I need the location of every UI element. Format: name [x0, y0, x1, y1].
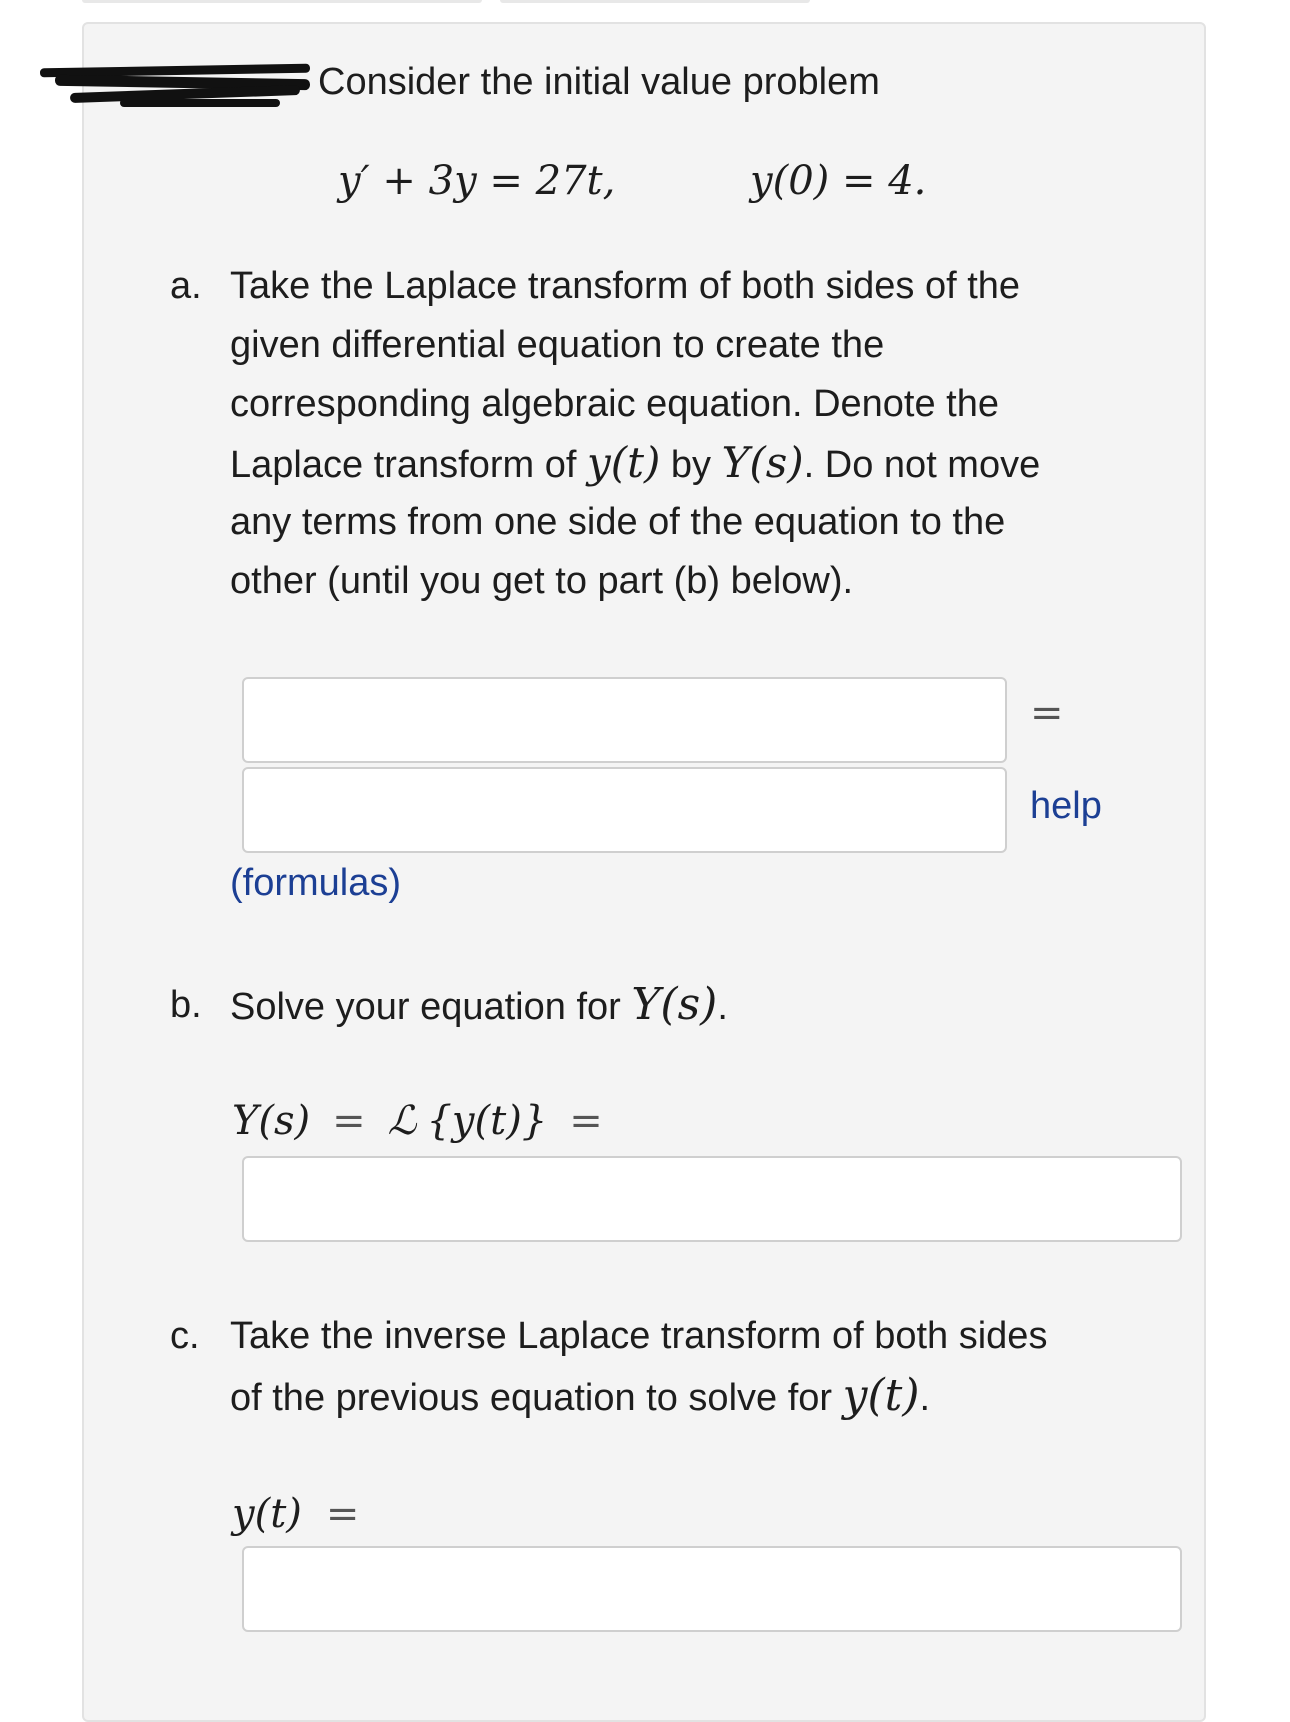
part-c-expression — [232, 1490, 359, 1537]
part-a-label: a. — [170, 265, 202, 307]
part-b-expr-Ys: Y(s) — [232, 1098, 311, 1144]
problem-intro: Consider the initial value problem — [318, 61, 880, 103]
part-c-line2-post: . — [919, 1377, 931, 1419]
part-a-line4-mid: by — [660, 444, 722, 486]
part-c-expr-eq: = — [325, 1491, 360, 1537]
part-a-line3: corresponding algebraic equation. Denote the — [230, 383, 999, 425]
part-a-line6: other (until you get to part (b) below). — [230, 560, 854, 602]
part-b-text — [230, 975, 728, 1037]
part-c-line2-pre: of the previous equation to solve for — [230, 1377, 843, 1419]
yt-input[interactable] — [242, 1546, 1182, 1632]
part-a-line4 — [230, 433, 1040, 495]
part-a-equals-sign: = — [1030, 690, 1064, 736]
part-a-line1: Take the Laplace transform of both sides of the — [230, 265, 1021, 307]
part-b-text-pre: Solve your equation for — [230, 986, 632, 1028]
laplace-rhs-input[interactable] — [242, 767, 1007, 853]
part-b-expr-braced: {y(t)} — [426, 1098, 548, 1144]
part-c-label: c. — [170, 1315, 200, 1357]
part-b-expr-eq1: = — [332, 1098, 366, 1144]
top-tab-left — [82, 0, 482, 3]
part-b-expr-L: ℒ — [387, 1098, 417, 1144]
part-a-line4-post: . Do not move — [803, 444, 1041, 486]
part-b-expression — [232, 1097, 603, 1144]
help-link[interactable]: help — [1030, 785, 1102, 827]
initial-condition: y(0) = 4. — [750, 158, 927, 204]
part-b-expr-eq2: = — [569, 1098, 603, 1144]
part-c-line2-yt: y(t) — [842, 1370, 920, 1421]
top-tab-right — [500, 0, 810, 3]
part-a-line4-pre: Laplace transform of — [230, 444, 587, 486]
ode-equation: y′ + 3y = 27t, — [338, 158, 616, 204]
part-c-expr-yt: y(t) — [232, 1491, 302, 1537]
part-b-label: b. — [170, 984, 202, 1026]
part-a-line4-yt: y(t) — [586, 438, 661, 487]
formulas-link[interactable]: (formulas) — [230, 862, 402, 904]
part-b-text-Ys: Y(s) — [631, 979, 718, 1030]
part-c-line2 — [230, 1366, 930, 1428]
part-c-line1: Take the inverse Laplace transform of both sides — [230, 1315, 1048, 1357]
part-a-line2: given differential equation to create the — [230, 324, 885, 366]
part-a-line4-Ys: Y(s) — [721, 438, 804, 487]
laplace-lhs-input[interactable] — [242, 677, 1007, 763]
part-a-line5: any terms from one side of the equation to the — [230, 501, 1006, 543]
Ys-input[interactable] — [242, 1156, 1182, 1242]
part-b-text-post: . — [717, 986, 728, 1028]
